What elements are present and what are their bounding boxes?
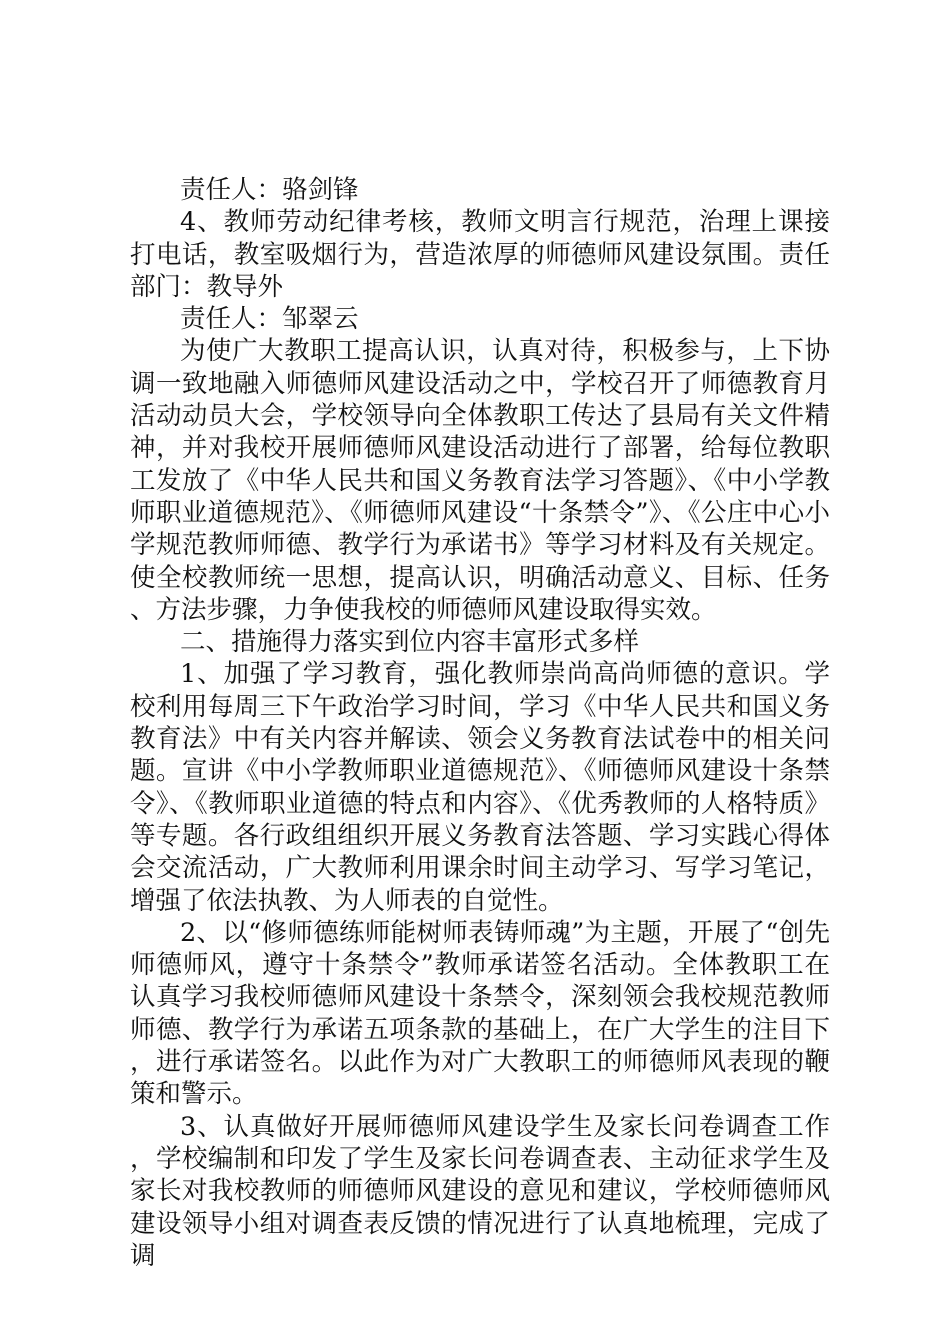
paragraph-measure-1: 1、加强了学习教育，强化教师崇尚高尚师德的意识。学校利用每周三下午政治学习时间，学习《中华人民共和国义务教育法》中有关内容并解读、领会义务教育法试卷中的相关问题。宣讲《中小学教师职业道德规范》、《师德师风建设十条禁令》、《教师职业道德的特点和内容》、《优秀教师的人格特质》等专题。各行政组组织开展义务教育法答题、学习实践心得体会交流活动，广大教师利用课余时间主动学习、写学习笔记，增强了依法执教、为人师表的自觉性。 [130, 659, 830, 916]
paragraph-mobilization: 为使广大教职工提高认识，认真对待，积极参与，上下协调一致地融入师德师风建设活动之中，学校召开了师德教育月活动动员大会，学校领导向全体教职工传达了县局有关文件精神，并对我校开展师德师风建设活动进行了部署，给每位教职工发放了《中华人民共和国义务教育法学习答题》、《中小学教师职业道德规范》、《师德师风建设“十条禁令”》、《公庄中心小学规范教师师德、教学行为承诺书》等学习材料及有关规定。使全校教师统一思想，提高认识，明确活动意义、目标、任务、方法步骤，力争使我校的师德师风建设取得实效。 [130, 336, 830, 625]
responsible-person-line: 责任人：骆剑锋 [180, 175, 359, 205]
responsible-person-line: 责任人：邹翠云 [180, 304, 359, 335]
paragraph-item-4: 4、教师劳动纪律考核，教师文明言行规范，治理上课接打电话，教室吸烟行为，营造浓厚的师德师风建设氛围。责任部门：教导外 [130, 207, 830, 302]
paragraph-measure-2: 2、以“修师德练师能树师表铸师魂”为主题，开展了“创先师德师风，遵守十条禁令”教师承诺签名活动。全体教职工在认真学习我校师德师风建设十条禁令，深刻领会我校规范教师师德、教学行为承诺五项条款的基础上，在广大学生的注目下，进行承诺签名。以此作为对广大教职工的师德师风表现的鞭策和警示。 [130, 917, 830, 1110]
paragraph-measure-3: 3、认真做好开展师德师风建设学生及家长问卷调查工作，学校编制和印发了学生及家长问卷调查表、主动征求学生及家长对我校教师的师德师风建设的意见和建议，学校师德师风建设领导小组对调查表反馈的情况进行了认真地梳理，完成了调 [130, 1111, 830, 1271]
section-heading: 二、措施得力落实到位内容丰富形式多样 [180, 627, 640, 658]
document-body [130, 174, 830, 1272]
